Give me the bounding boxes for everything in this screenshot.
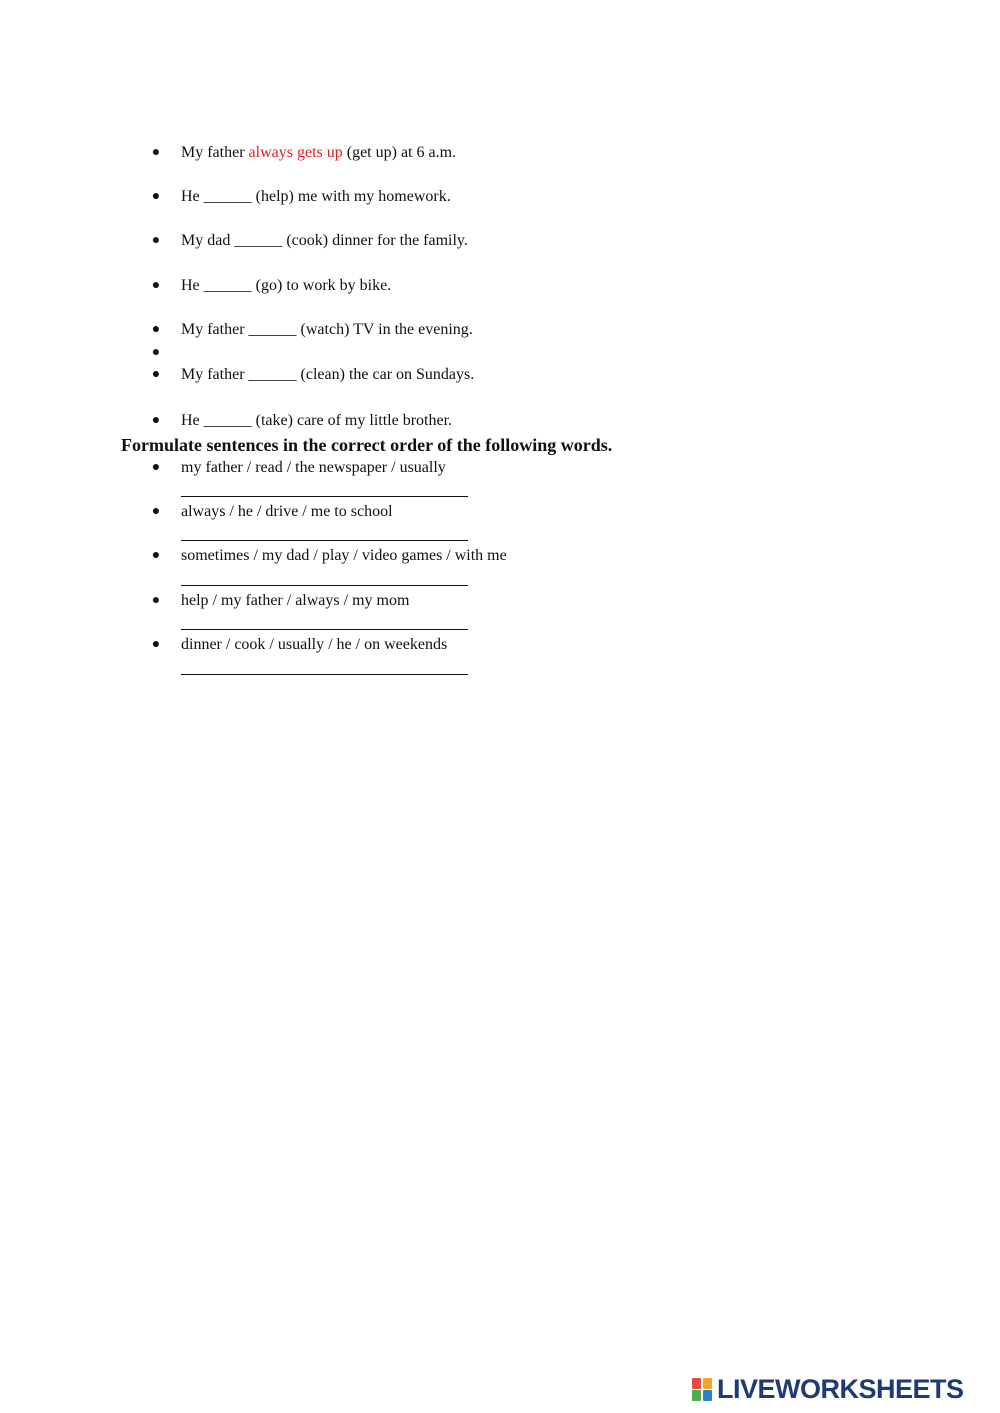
answer-line[interactable]: [181, 540, 468, 541]
liveworksheets-logo: [692, 1374, 988, 1404]
word-prompt: help / my father / always / my mom: [181, 592, 410, 609]
bullet: ●: [151, 593, 161, 608]
answer-line[interactable]: [181, 674, 468, 675]
exercise2-heading: Formulate sentences in the correct order of the following words.: [121, 435, 613, 455]
word-prompt: dinner / cook / usually / he / on weekends: [181, 636, 448, 653]
sentence: [181, 142, 456, 164]
bullet: ●: [151, 322, 161, 337]
liveworksheets-logo-icon: [692, 1376, 714, 1402]
sentence-start: My father: [181, 144, 249, 161]
sentence: My dad ______ (cook) dinner for the family.: [181, 232, 468, 249]
sentence-end: (get up) at 6 a.m.: [342, 144, 457, 161]
bullet: ●: [151, 504, 161, 519]
bullet: ●: [151, 233, 161, 248]
sentence: He ______ (go) to work by bike.: [181, 277, 392, 294]
logo-text: LIVEWORKSHEETS: [717, 1374, 964, 1404]
word-prompt: always / he / drive / me to school: [181, 503, 393, 520]
word-prompt: my father / read / the newspaper / usually: [181, 459, 446, 476]
bullet: ●: [151, 548, 161, 563]
word-prompt: sometimes / my dad / play / video games / with me: [181, 547, 507, 564]
sentence: My father ______ (watch) TV in the evening.: [181, 321, 473, 338]
answer-line[interactable]: [181, 585, 468, 586]
bullet: ●: [151, 460, 161, 475]
bullet: ●: [151, 637, 161, 652]
answer-line[interactable]: [181, 629, 468, 630]
bullet: ●: [151, 145, 161, 160]
sentence: He ______ (help) me with my homework.: [181, 188, 451, 205]
bullet: ●: [151, 189, 161, 204]
bullet: ●: [151, 413, 161, 428]
answer-line[interactable]: [181, 496, 468, 497]
bullet: ●: [151, 367, 161, 382]
sentence: He ______ (take) care of my little brother.: [181, 412, 453, 429]
bullet: ●: [151, 345, 161, 360]
bullet: ●: [151, 278, 161, 293]
sentence: My father ______ (clean) the car on Sundays.: [181, 366, 475, 383]
example-answer: always gets up: [248, 144, 343, 161]
